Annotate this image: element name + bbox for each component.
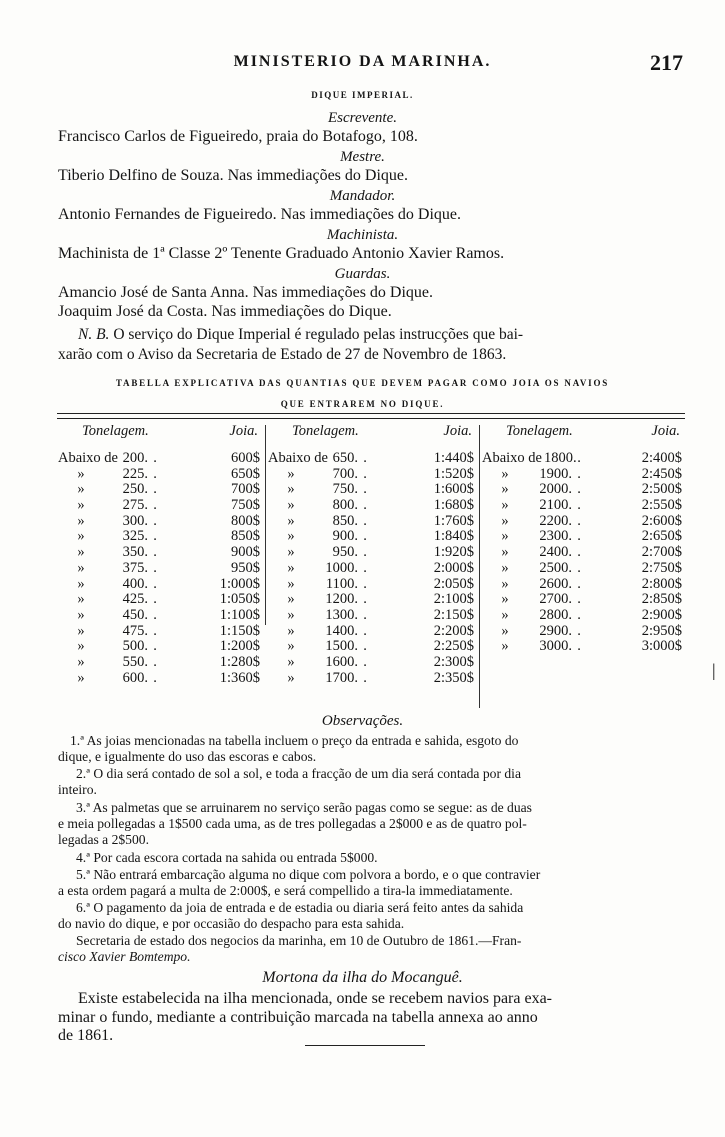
joia-cell: 1:100$ <box>219 606 260 623</box>
joia-cell: 3:000$ <box>641 638 682 655</box>
tonnage-cell: 1500. <box>325 638 358 655</box>
table-row <box>58 451 264 467</box>
tonnage-cell: 275. <box>122 497 148 514</box>
header-joia: Joia. <box>443 423 472 439</box>
table-row <box>58 545 264 561</box>
table-column-2 <box>268 423 478 711</box>
joia-cell: 2:750$ <box>641 559 682 576</box>
tonnage-cell: 2100. <box>539 497 572 514</box>
tonnage-cell: 800. <box>332 497 358 514</box>
running-head: MINISTERIO DA MARINHA. <box>233 53 492 70</box>
tonnage-cell: 1700. <box>325 669 358 686</box>
joia-cell: 1:760$ <box>433 512 474 529</box>
table-row <box>58 498 264 514</box>
row-label: » <box>287 544 295 561</box>
row-label: » <box>77 638 85 655</box>
tonnage-cell: 750. <box>332 481 358 498</box>
tonnage-cell: 2800. <box>539 606 572 623</box>
joia-cell: 2:950$ <box>641 622 682 639</box>
joia-cell: 850$ <box>231 528 260 545</box>
table-column-header <box>482 423 686 451</box>
row-label: » <box>77 528 85 545</box>
table-row <box>58 529 264 545</box>
leader-dot: . <box>153 653 157 670</box>
leader-dot: . <box>577 481 581 498</box>
tonnage-cell: 2400. <box>539 544 572 561</box>
table-rule-top-2 <box>57 418 685 419</box>
table-row <box>268 514 478 530</box>
leader-dot: . <box>363 575 367 592</box>
tonnage-cell: 2500. <box>539 559 572 576</box>
obs-line: 5.ª Não entrará embarcação alguma no dique com polvora a bordo, e o que contravier <box>76 867 541 882</box>
tonnage-cell: 300. <box>122 512 148 529</box>
joia-cell: 700$ <box>231 481 260 498</box>
row-label: » <box>501 575 509 592</box>
table-row <box>58 639 264 655</box>
row-label: » <box>501 512 509 529</box>
tonnage-cell: 850. <box>332 512 358 529</box>
obs-line: 1.ª As joias mencionadas na tabella incluem o preço da entrada e sahida, esgoto do <box>70 733 519 748</box>
table-row <box>268 498 478 514</box>
tonnage-cell: 2300. <box>539 528 572 545</box>
leader-dot: . <box>153 528 157 545</box>
table-row <box>268 529 478 545</box>
joia-cell: 650$ <box>231 465 260 482</box>
leader-dot: . <box>153 559 157 576</box>
table-column-1 <box>58 423 264 711</box>
table-column-header <box>268 423 478 451</box>
tonnage-cell: 900. <box>332 528 358 545</box>
tonnage-cell: 1300. <box>325 606 358 623</box>
joia-cell: 950$ <box>231 559 260 576</box>
row-label: » <box>77 606 85 623</box>
table-row <box>482 577 686 593</box>
joia-cell: 2:000$ <box>433 559 474 576</box>
leader-dot: . <box>363 512 367 529</box>
tonnage-cell: 200. <box>122 450 148 466</box>
joia-cell: 900$ <box>231 544 260 561</box>
staff-entry: Antonio Fernandes de Figueiredo. Nas immediações do Dique. <box>58 206 462 223</box>
joia-cell: 2:050$ <box>433 575 474 592</box>
leader-dot: . <box>577 606 581 623</box>
leader-dot: . <box>363 559 367 576</box>
tonnage-cell: 3000. <box>539 638 572 655</box>
joia-cell: 2:900$ <box>641 606 682 623</box>
row-label: » <box>77 653 85 670</box>
staff-entry: Francisco Carlos de Figueiredo, praia do Botafogo, 108. <box>58 128 418 145</box>
staff-entry: Tiberio Delfino de Souza. Nas immediações do Dique. <box>58 167 409 184</box>
row-label: » <box>501 497 509 514</box>
tonnage-cell: 550. <box>122 653 148 670</box>
table-row <box>58 655 264 671</box>
leader-dot: . <box>363 481 367 498</box>
table-row <box>268 467 478 483</box>
table-row <box>482 498 686 514</box>
table-row <box>482 592 686 608</box>
mortona-title: Mortona da ilha do Mocanguê. <box>262 969 463 986</box>
joia-cell: 1:280$ <box>219 653 260 670</box>
table-row <box>268 545 478 561</box>
row-label: » <box>287 528 295 545</box>
obs-line: 4.ª Por cada escora cortada na sahida ou entrada 5$000. <box>76 850 378 865</box>
tonnage-cell: 475. <box>122 622 148 639</box>
joia-cell: 1:440$ <box>433 450 474 466</box>
tonnage-cell: 700. <box>332 465 358 482</box>
obs-line: legadas a 2$500. <box>58 832 149 847</box>
row-label: » <box>77 512 85 529</box>
row-label: » <box>287 497 295 514</box>
table-row <box>482 467 686 483</box>
joia-cell: 1:840$ <box>433 528 474 545</box>
note-line-1 <box>78 326 523 344</box>
table-row <box>482 514 686 530</box>
row-label: » <box>287 481 295 498</box>
leader-dot: . <box>153 575 157 592</box>
page-number: 217 <box>650 50 683 75</box>
row-label: » <box>287 559 295 576</box>
obs-line: inteiro. <box>58 782 97 797</box>
joia-cell: 2:450$ <box>641 465 682 482</box>
joia-cell: 1:920$ <box>433 544 474 561</box>
header-tonelagem: Tonelagem. <box>82 423 149 439</box>
joia-cell: 1:200$ <box>219 638 260 655</box>
row-label: » <box>501 559 509 576</box>
leader-dot: . <box>363 544 367 561</box>
row-label: » <box>77 559 85 576</box>
tonnage-cell: 1600. <box>325 653 358 670</box>
row-label: » <box>287 512 295 529</box>
obs-line: 3.ª As palmetas que se arruinarem no serviço serão pagas como se segue: as de duas <box>76 800 532 815</box>
joia-cell: 600$ <box>231 450 260 466</box>
joia-cell: 1:600$ <box>433 481 474 498</box>
leader-dot: . <box>577 591 581 608</box>
row-label: » <box>287 669 295 686</box>
mortona-line: minar o fundo, mediante a contribuição marcada na tabella annexa ao anno <box>58 1009 538 1026</box>
joia-cell: 1:050$ <box>219 591 260 608</box>
row-label: » <box>501 544 509 561</box>
leader-dot: . <box>577 622 581 639</box>
note-line-2: xarão com o Aviso da Secretaria de Estado de 27 de Novembro de 1863. <box>58 346 507 363</box>
leader-dot: . <box>363 653 367 670</box>
staff-entry: Machinista de 1ª Classe 2º Tenente Graduado Antonio Xavier Ramos. <box>58 245 505 262</box>
role-heading: Machinista. <box>326 227 399 243</box>
row-label: Abaixo de <box>268 450 328 466</box>
leader-dot: . <box>577 528 581 545</box>
leader-dot: . <box>153 465 157 482</box>
tonnage-cell: 950. <box>332 544 358 561</box>
leader-dot: . <box>153 497 157 514</box>
row-label: » <box>501 606 509 623</box>
joia-cell: 1:680$ <box>433 497 474 514</box>
header-tonelagem: Tonelagem. <box>292 423 359 439</box>
tonnage-cell: 2700. <box>539 591 572 608</box>
table-row <box>58 608 264 624</box>
table-row <box>268 577 478 593</box>
joia-cell: 1:000$ <box>219 575 260 592</box>
table-row <box>58 577 264 593</box>
tonnage-cell: 1400. <box>325 622 358 639</box>
leader-dot: . <box>577 575 581 592</box>
leader-dot: . <box>153 669 157 686</box>
obs-line: Secretaria de estado dos negocios da marinha, em 10 de Outubro de 1861.—Fran- <box>76 933 522 948</box>
table-rule-top <box>57 413 685 414</box>
obs-line: a esta ordem pagará a multa de 2:000$, e será compellido a tira-la immediatamente. <box>58 883 513 898</box>
table-column-header <box>58 423 264 451</box>
obs-line: 6.ª O pagamento da joia de entrada e de estadia ou diaria será feito antes da sahida <box>76 900 524 915</box>
leader-dot: . <box>153 622 157 639</box>
staff-entry: Joaquim José da Costa. Nas immediações do Dique. <box>58 303 392 320</box>
table-row <box>268 451 478 467</box>
table-row <box>268 624 478 640</box>
row-label: » <box>287 606 295 623</box>
staff-entry: Amancio José de Santa Anna. Nas immediações do Dique. <box>58 284 434 301</box>
table-row <box>482 608 686 624</box>
table-row <box>58 624 264 640</box>
leader-dot: . <box>577 450 581 466</box>
joia-cell: 2:850$ <box>641 591 682 608</box>
table-title-1: TABELLA EXPLICATIVA DAS QUANTIAS QUE DEVEM PAGAR COMO JOIA OS NAVIOS <box>115 378 610 388</box>
role-heading: Escrevente. <box>328 110 397 126</box>
joia-cell: 2:500$ <box>641 481 682 498</box>
joia-cell: 2:150$ <box>433 606 474 623</box>
table-row <box>58 671 264 687</box>
tonnage-cell: 2900. <box>539 622 572 639</box>
row-label: » <box>77 544 85 561</box>
obs-line: 2.ª O dia será contado de sol a sol, e toda a fracção de um dia será contada por dia <box>76 766 521 781</box>
joia-cell: 2:700$ <box>641 544 682 561</box>
leader-dot: . <box>363 638 367 655</box>
row-label: » <box>77 669 85 686</box>
closing-rule <box>305 1045 425 1046</box>
header-joia: Joia. <box>229 423 258 439</box>
table-row <box>58 467 264 483</box>
table-row <box>268 608 478 624</box>
leader-dot: . <box>363 591 367 608</box>
joia-cell: 2:100$ <box>433 591 474 608</box>
leader-dot: . <box>153 512 157 529</box>
table-row <box>268 655 478 671</box>
joia-cell: 2:400$ <box>641 450 682 466</box>
section-title: DIQUE IMPERIAL. <box>311 90 414 100</box>
tonnage-cell: 1000. <box>325 559 358 576</box>
row-label: » <box>287 638 295 655</box>
tonnage-cell: 2600. <box>539 575 572 592</box>
leader-dot: . <box>363 669 367 686</box>
header-tonelagem: Tonelagem. <box>506 423 573 439</box>
tonnage-cell: 400. <box>122 575 148 592</box>
leader-dot: . <box>153 638 157 655</box>
table-row <box>482 545 686 561</box>
table-column-3 <box>482 423 686 711</box>
joia-cell: 2:650$ <box>641 528 682 545</box>
row-label: » <box>501 622 509 639</box>
table-row <box>58 514 264 530</box>
leader-dot: . <box>363 622 367 639</box>
role-heading: Guardas. <box>334 266 391 282</box>
row-label: » <box>287 591 295 608</box>
row-label: » <box>77 465 85 482</box>
leader-dot: . <box>153 591 157 608</box>
joia-cell: 2:250$ <box>433 638 474 655</box>
table-row <box>268 592 478 608</box>
obs-signature: cisco Xavier Bomtempo. <box>58 949 191 964</box>
row-label: » <box>287 622 295 639</box>
mortona-line: Existe estabelecida na ilha mencionada, onde se recebem navios para exa- <box>78 990 552 1007</box>
joia-cell: 2:300$ <box>433 653 474 670</box>
joia-cell: 1:520$ <box>433 465 474 482</box>
obs-line: dique, e igualmente do uso das escoras e cabos. <box>58 749 317 764</box>
tonnage-cell: 600. <box>122 669 148 686</box>
row-label: » <box>77 575 85 592</box>
mortona-line: de 1861. <box>58 1027 114 1044</box>
joia-cell: 1:150$ <box>219 622 260 639</box>
tonnage-cell: 500. <box>122 638 148 655</box>
row-label: Abaixo de <box>482 450 542 466</box>
row-label: » <box>287 465 295 482</box>
tonnage-cell: 1800. <box>544 450 577 466</box>
table-row <box>482 482 686 498</box>
tonnage-cell: 350. <box>122 544 148 561</box>
joia-cell: 800$ <box>231 512 260 529</box>
tonnage-cell: 375. <box>122 559 148 576</box>
tonnage-cell: 2200. <box>539 512 572 529</box>
table-row <box>58 482 264 498</box>
margin-mark: | <box>712 660 716 680</box>
column-divider <box>265 425 266 625</box>
joia-cell: 2:200$ <box>433 622 474 639</box>
leader-dot: . <box>153 544 157 561</box>
leader-dot: . <box>363 465 367 482</box>
table-row <box>268 671 478 687</box>
row-label: » <box>501 465 509 482</box>
row-label: » <box>77 622 85 639</box>
leader-dot: . <box>363 528 367 545</box>
header-joia: Joia. <box>651 423 680 439</box>
leader-dot: . <box>363 497 367 514</box>
row-label: » <box>77 591 85 608</box>
table-row <box>482 451 686 467</box>
note-label: N. B. <box>78 326 110 343</box>
joia-cell: 2:600$ <box>641 512 682 529</box>
role-heading: Mandador. <box>329 188 396 204</box>
row-label: » <box>287 653 295 670</box>
table-row <box>268 482 478 498</box>
role-heading: Mestre. <box>340 149 385 165</box>
tonnage-cell: 1100. <box>325 575 358 592</box>
row-label: » <box>77 481 85 498</box>
tonnage-cell: 250. <box>122 481 148 498</box>
leader-dot: . <box>153 481 157 498</box>
joia-cell: 2:350$ <box>433 669 474 686</box>
row-label: » <box>501 638 509 655</box>
table-row <box>58 561 264 577</box>
row-label: » <box>501 481 509 498</box>
obs-line: do navio do dique, e por occasião do despacho para esta sahida. <box>58 916 405 931</box>
table-row <box>58 592 264 608</box>
tonnage-cell: 1900. <box>539 465 572 482</box>
table-row <box>482 624 686 640</box>
table-row <box>482 561 686 577</box>
leader-dot: . <box>577 638 581 655</box>
table-row <box>482 529 686 545</box>
leader-dot: . <box>153 450 157 466</box>
row-label: » <box>501 528 509 545</box>
leader-dot: . <box>363 606 367 623</box>
tonnage-cell: 325. <box>122 528 148 545</box>
row-label: » <box>501 591 509 608</box>
leader-dot: . <box>577 497 581 514</box>
leader-dot: . <box>577 512 581 529</box>
joia-cell: 2:800$ <box>641 575 682 592</box>
joia-cell: 750$ <box>231 497 260 514</box>
tonnage-cell: 650. <box>332 450 358 466</box>
tonnage-cell: 450. <box>122 606 148 623</box>
leader-dot: . <box>577 544 581 561</box>
tonnage-cell: 2000. <box>539 481 572 498</box>
table-row <box>482 639 686 655</box>
note-text: O serviço do Dique Imperial é regulado pelas instrucções que bai- <box>113 326 524 343</box>
tonnage-cell: 425. <box>122 591 148 608</box>
joia-cell: 2:550$ <box>641 497 682 514</box>
column-divider <box>479 425 480 708</box>
tonnage-cell: 225. <box>122 465 148 482</box>
joia-cell: 1:360$ <box>219 669 260 686</box>
table-row <box>268 639 478 655</box>
row-label: Abaixo de <box>58 450 118 466</box>
leader-dot: . <box>363 450 367 466</box>
leader-dot: . <box>153 606 157 623</box>
row-label: » <box>77 497 85 514</box>
leader-dot: . <box>577 559 581 576</box>
table-title-2: QUE ENTRAREM NO DIQUE. <box>280 399 445 409</box>
tonnage-cell: 1200. <box>325 591 358 608</box>
row-label: » <box>287 575 295 592</box>
leader-dot: . <box>577 465 581 482</box>
table-row <box>268 561 478 577</box>
obs-line: e meia pollegadas a 1$500 cada uma, as de tres pollegadas a 2$000 e as de quatro pol- <box>58 816 527 831</box>
observacoes-title: Observações. <box>321 713 404 729</box>
